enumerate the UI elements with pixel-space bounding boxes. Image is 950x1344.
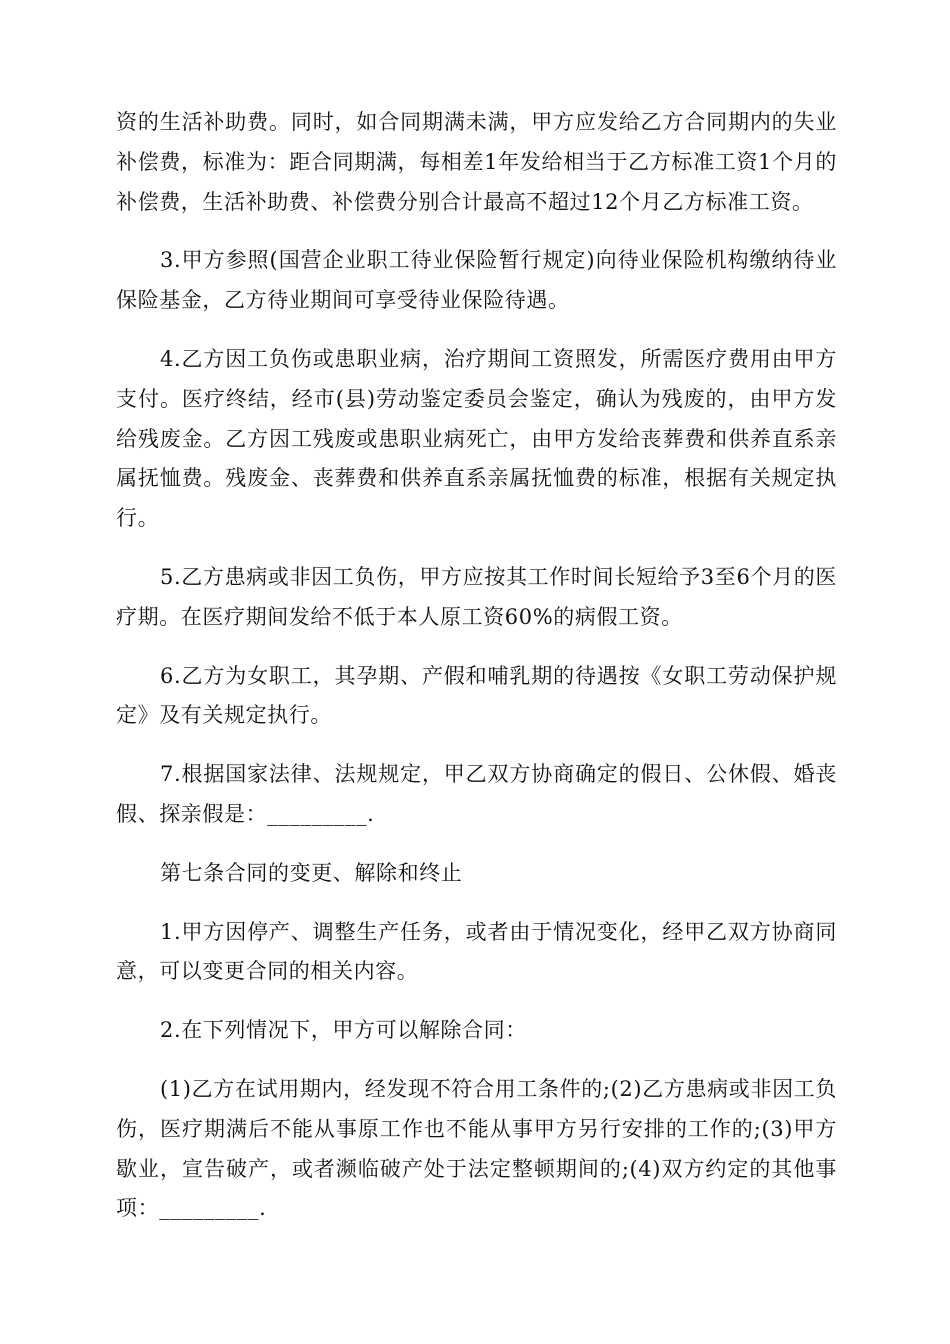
paragraph-7: 1.甲方因停产、调整生产任务，或者由于情况变化，经甲乙双方协商同意，可以变更合同的相关内容。 [116, 919, 837, 984]
paragraph-8: 2.在下列情况下，甲方可以解除合同： [160, 1018, 527, 1043]
paragraph-1: 资的生活补助费。同时，如合同期满未满，甲方应发给乙方合同期内的失业补偿费，标准为：距合同期满，每相差1年发给相当于乙方标准工资1个月的补偿费，生活补助费、补偿费分别合计最高不超过12个月乙方标准工资。 [116, 110, 837, 214]
paragraph-3: 4.乙方因工负伤或患职业病，治疗期间工资照发，所需医疗费用由甲方支付。医疗终结，经市(县)劳动鉴定委员会鉴定，确认为残废的，由甲方发给残废金。乙方因工残废或患职业病死亡，由甲方发给丧葬费和供养直系亲属抚恤费。残废金、丧葬费和供养直系亲属抚恤费的标准，根据有关规定执行。 [116, 346, 837, 531]
paragraph-2: 3.甲方参照(国营企业职工待业保险暂行规定)向待业保险机构缴纳待业保险基金，乙方待业期间可享受待业保险待遇。 [116, 248, 837, 313]
paragraph-9: (1)乙方在试用期内，经发现不符合用工条件的;(2)乙方患病或非因工负伤，医疗期满后不能从事原工作也不能从事甲方另行安排的工作的;(3)甲方歇业，宣告破产，或者濒临破产处于法定整顿期间的;(4)双方约定的其他事项：_________. [116, 1076, 837, 1221]
paragraph-4: 5.乙方患病或非因工负伤，甲方应按其工作时间长短给予3至6个月的医疗期。在医疗期间发给不低于本人原工资60%的病假工资。 [116, 564, 837, 629]
paragraph-6: 7.根据国家法律、法规规定，甲乙双方协商确定的假日、公休假、婚丧假、探亲假是：_________. [116, 762, 837, 826]
section-heading: 第七条合同的变更、解除和终止 [160, 860, 463, 885]
paragraph-5: 6.乙方为女职工，其孕期、产假和哺乳期的待遇按《女职工劳动保护规定》及有关规定执行。 [116, 663, 837, 728]
